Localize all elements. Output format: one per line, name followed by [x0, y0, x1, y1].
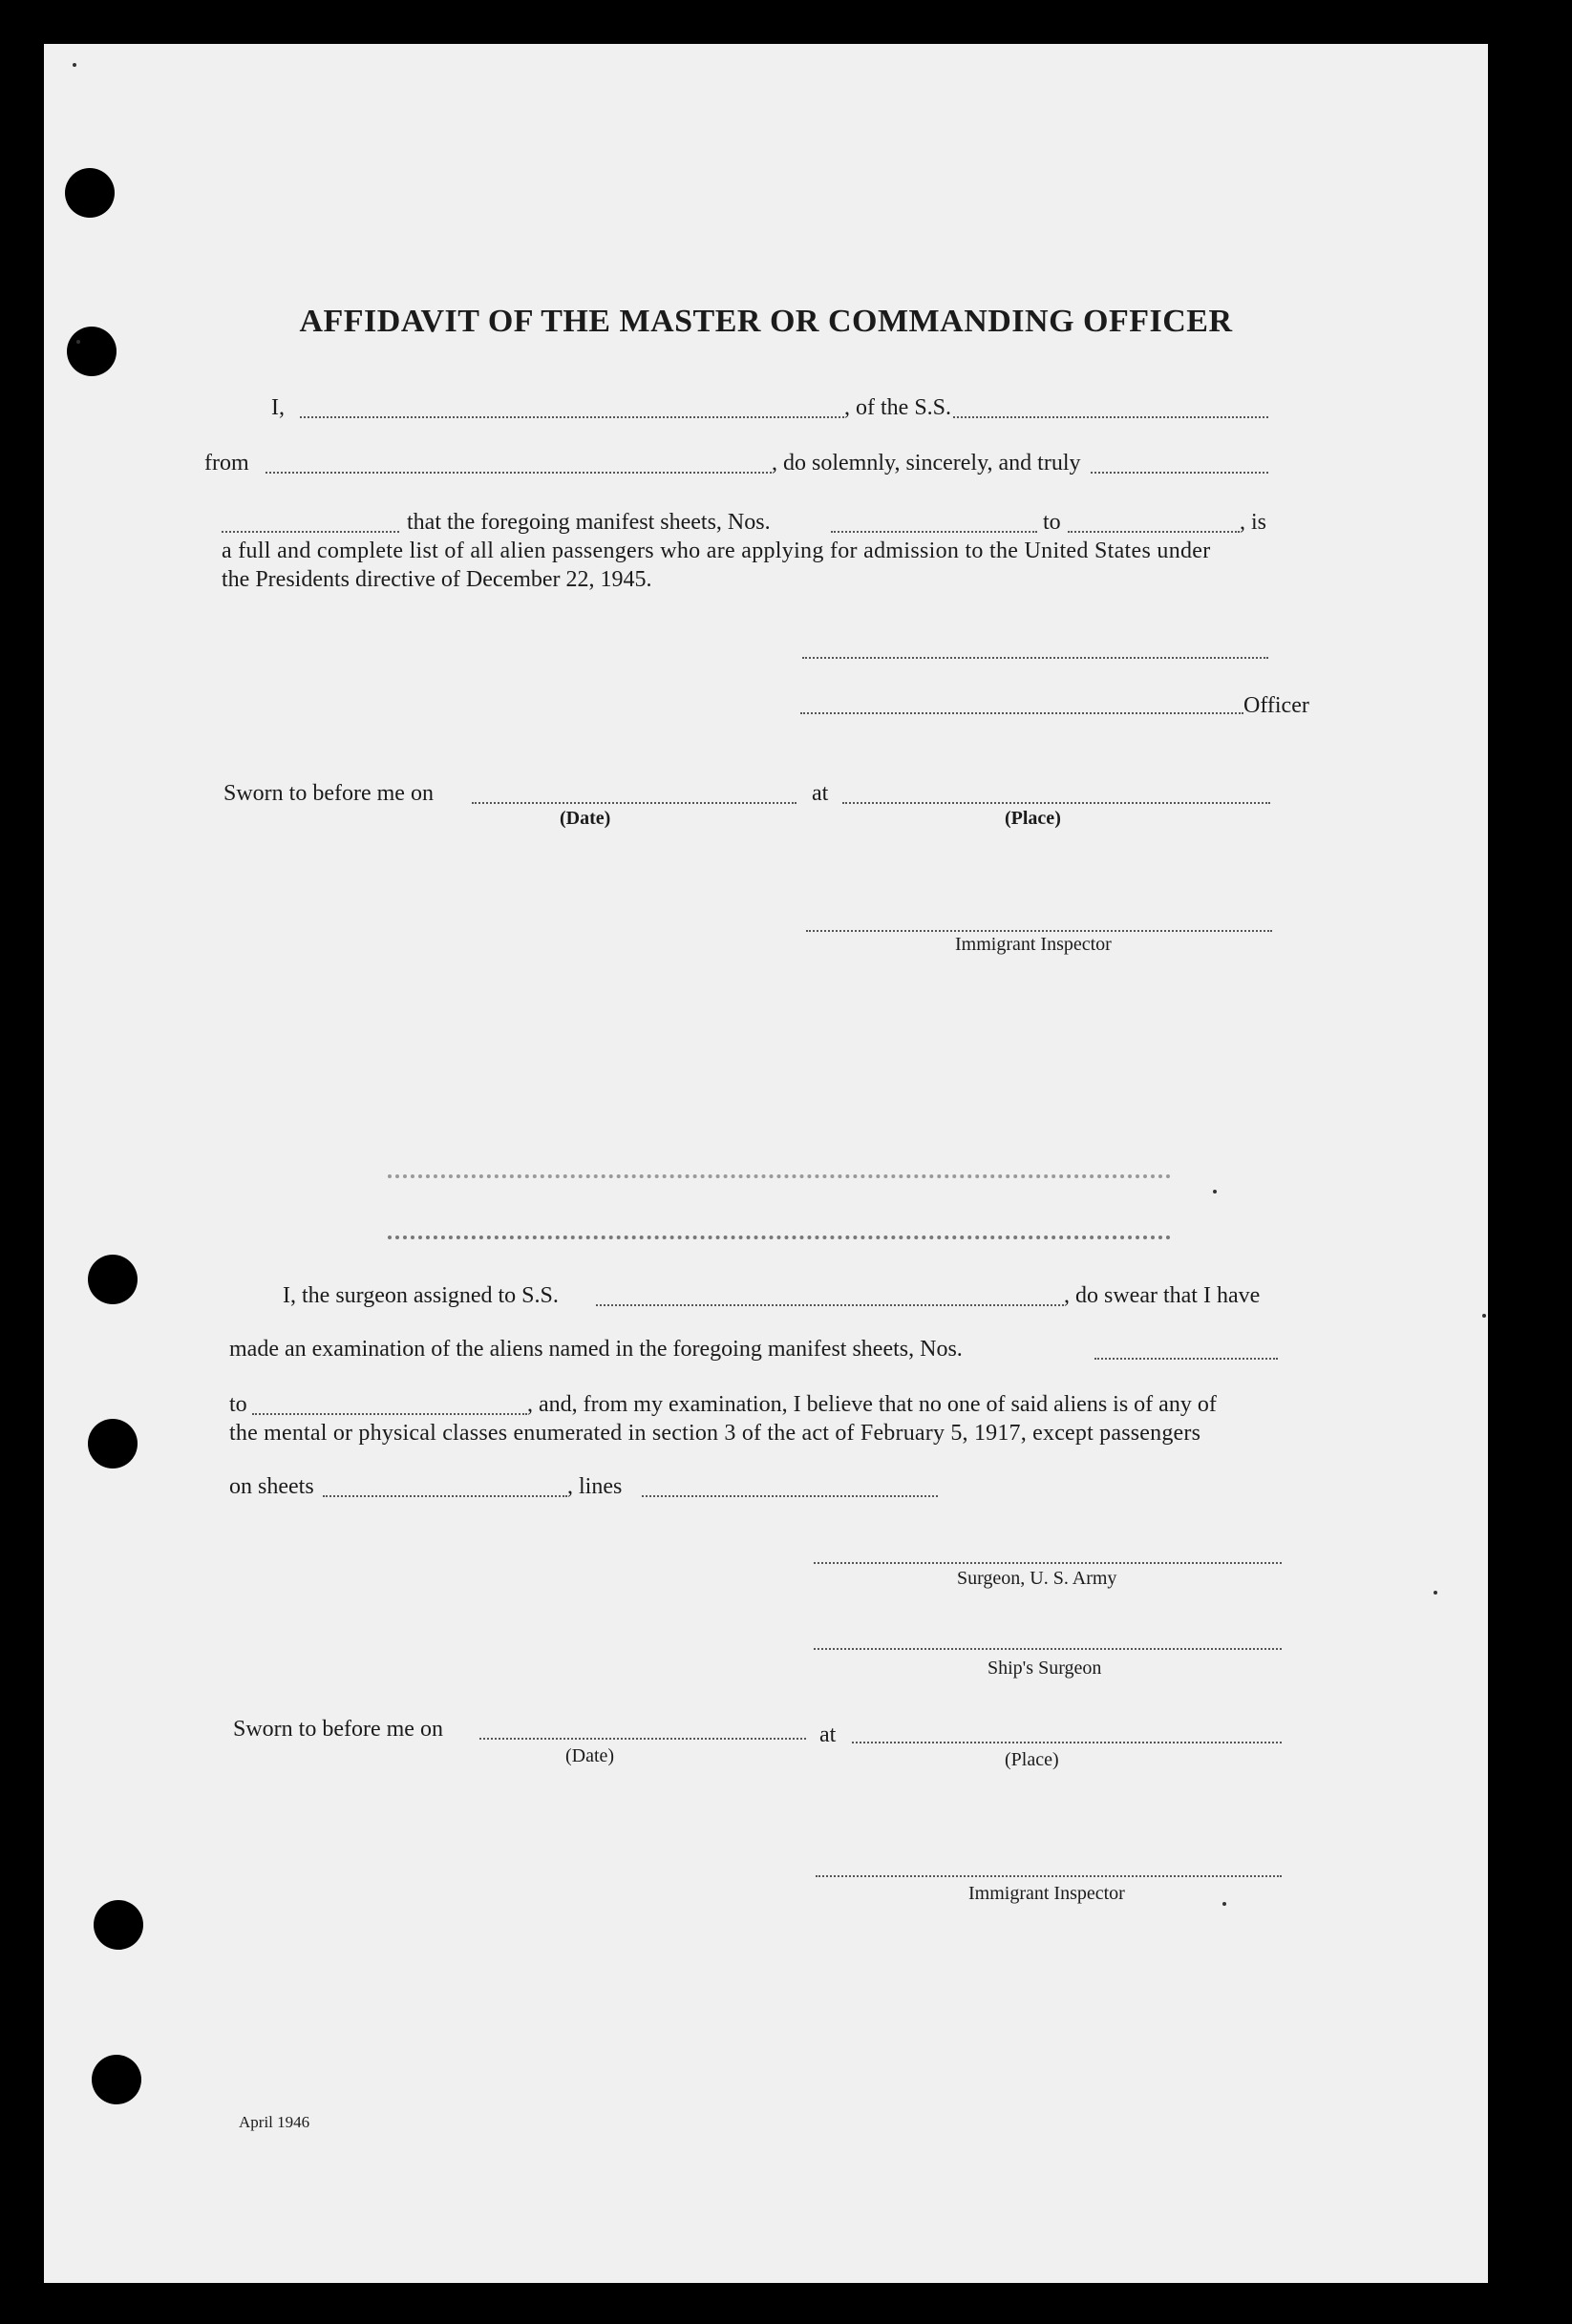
punch-hole — [65, 168, 115, 218]
surgeon-place-caption: (Place) — [1005, 1749, 1059, 1770]
officer-label: Officer — [1243, 693, 1309, 718]
master-nos-to-field[interactable] — [1068, 531, 1240, 533]
master-oath-field[interactable] — [222, 531, 399, 533]
surgeon-inspector-signature-line[interactable] — [816, 1875, 1282, 1877]
scan-speck — [1213, 1190, 1217, 1194]
master-inspector-signature-line[interactable] — [806, 930, 1272, 932]
master-nos-from-field[interactable] — [831, 531, 1037, 533]
master-sworn-date-field[interactable] — [472, 802, 797, 804]
surgeon-sworn-place-field[interactable] — [852, 1742, 1282, 1743]
surgeon-line2: made an examination of the aliens named in the foregoing manifest sheets, Nos. — [229, 1337, 963, 1362]
scan-speck — [73, 63, 76, 67]
punch-hole — [88, 1419, 138, 1468]
surgeon-sheets-field[interactable] — [323, 1495, 567, 1497]
master-sworn-at: at — [812, 781, 829, 806]
master-line2-prefix: from — [204, 451, 249, 475]
surgeon-nos-from-field[interactable] — [1094, 1358, 1278, 1360]
surgeon-line5-mid: , lines — [567, 1474, 623, 1499]
master-line2-mid: , do solemnly, sincerely, and truly — [772, 451, 1081, 475]
surgeon-line1-end: , do swear that I have — [1064, 1283, 1261, 1308]
footer-date: April 1946 — [239, 2113, 310, 2131]
master-line5: the Presidents directive of December 22, 1945. — [222, 567, 652, 592]
surgeon-nos-to-field[interactable] — [252, 1413, 527, 1415]
master-line3-end: , is — [1240, 510, 1267, 535]
master-line1-mid: , of the S.S. — [844, 395, 952, 420]
surgeon-sworn-at: at — [819, 1722, 837, 1747]
section-divider — [388, 1236, 1171, 1239]
scan-speck — [1222, 1902, 1226, 1906]
master-line4: a full and complete list of all alien passengers who are applying for admission to the United States under — [222, 539, 1211, 563]
master-line3-to: to — [1043, 510, 1061, 535]
master-line1-prefix: I, — [271, 395, 285, 420]
master-ship-field[interactable] — [953, 416, 1268, 418]
surgeon-lines-field[interactable] — [642, 1495, 938, 1497]
ship-surgeon-signature-line[interactable] — [814, 1648, 1282, 1650]
master-place-caption: (Place) — [1005, 808, 1061, 829]
surgeon-date-caption: (Date) — [565, 1745, 615, 1766]
punch-hole — [88, 1255, 138, 1304]
army-surgeon-caption: Surgeon, U. S. Army — [957, 1568, 1117, 1589]
form-title: AFFIDAVIT OF THE MASTER OR COMMANDING OFFICER — [299, 304, 1233, 339]
surgeon-line1-prefix: I, the surgeon assigned to S.S. — [283, 1283, 559, 1308]
master-inspector-caption: Immigrant Inspector — [955, 934, 1112, 955]
scan-speck — [1434, 1591, 1437, 1595]
surgeon-line5-prefix: on sheets — [229, 1474, 314, 1499]
master-sworn-prefix: Sworn to before me on — [223, 781, 434, 806]
master-from-field[interactable] — [266, 472, 772, 474]
punch-hole — [92, 2055, 141, 2104]
master-name-field[interactable] — [300, 416, 844, 418]
surgeon-line4: the mental or physical classes enumerated in section 3 of the act of February 5, 1917, except passengers — [229, 1421, 1201, 1446]
master-date-caption: (Date) — [560, 808, 611, 829]
master-signature-line[interactable] — [802, 657, 1268, 659]
surgeon-sworn-prefix: Sworn to before me on — [233, 1717, 443, 1742]
surgeon-ship-field[interactable] — [596, 1304, 1064, 1306]
surgeon-line3-prefix: to — [229, 1392, 247, 1417]
officer-signature-line[interactable] — [800, 712, 1243, 714]
scan-speck — [1482, 1314, 1486, 1318]
master-truly-field[interactable] — [1091, 472, 1268, 474]
surgeon-sworn-date-field[interactable] — [479, 1738, 806, 1740]
ship-surgeon-caption: Ship's Surgeon — [988, 1658, 1102, 1679]
affidavit-form-page — [44, 44, 1488, 2283]
master-sworn-place-field[interactable] — [842, 802, 1270, 804]
surgeon-line3-rest: , and, from my examination, I believe that no one of said aliens is of any of — [527, 1392, 1217, 1417]
surgeon-inspector-caption: Immigrant Inspector — [968, 1883, 1125, 1904]
army-surgeon-signature-line[interactable] — [814, 1562, 1282, 1564]
master-line3-text: that the foregoing manifest sheets, Nos. — [407, 510, 771, 535]
scan-speck — [76, 340, 80, 344]
section-divider — [388, 1174, 1171, 1178]
punch-hole — [94, 1900, 143, 1950]
